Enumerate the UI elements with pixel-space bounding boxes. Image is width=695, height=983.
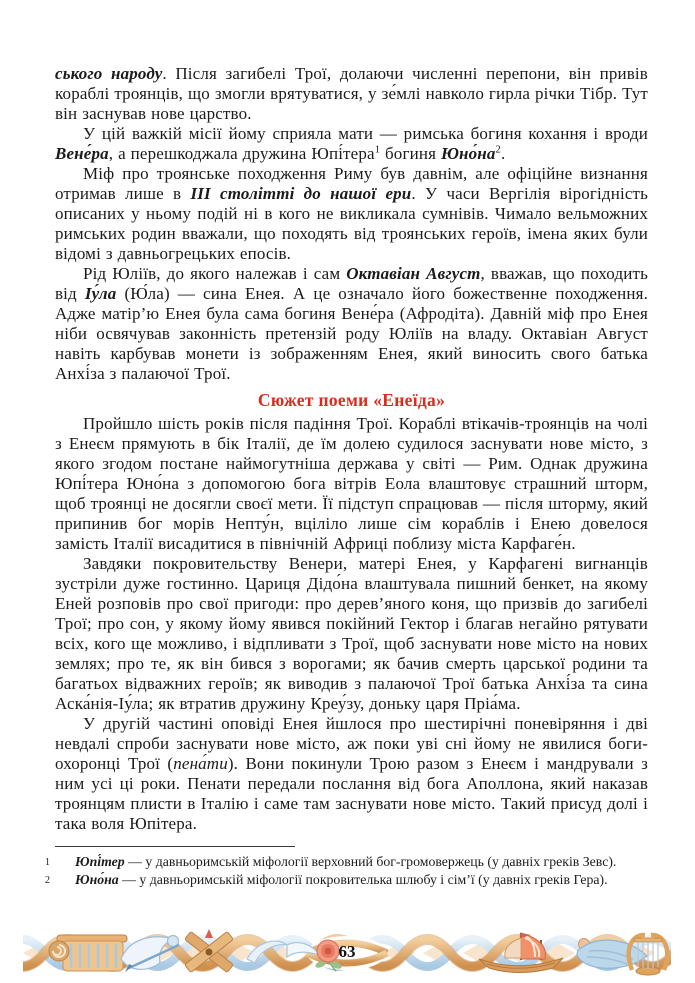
- text-run: . У часи Вергілія вірогідність описаних у ньому подій ні в кого не викликала сумнівів. Чимало вельможних римських родин вважали, що походять від троянських героїв, імена яких були відомі з давньогрецьких епосів.: [55, 184, 648, 263]
- text-run: богиня: [380, 144, 441, 163]
- text-run: У цій важкій місії йому сприяла мати — римська богиня кохання і вроди: [83, 124, 648, 143]
- footnote-text: [75, 854, 648, 872]
- text-run: (Ю́ла) — сина Енея. А це означало його божественне походження. Адже матір’ю Енея була сама богиня Вене́ра (Афродіта). Давній міф про Енея ніби освячував законність претензій роду Юліїв на владу. Октавіан Август навіть карбував монети із зображенням Енея, який виносить свого батька Анхі́за з палаючої Трої.: [55, 284, 648, 383]
- text-run: Октавіан Август: [346, 264, 481, 283]
- text-run: III столітті до нашої ери: [190, 184, 412, 203]
- paragraph: [55, 414, 648, 554]
- text-run: ського народу: [55, 64, 163, 83]
- footnotes-block: [37, 846, 648, 890]
- text-run: Іу́ла: [84, 284, 117, 303]
- text-run: Юно́на: [440, 144, 496, 163]
- text-run: , а перешкоджала дружина Юпі́тера: [108, 144, 375, 163]
- footnote-divider: [55, 846, 295, 847]
- paragraph: [55, 714, 648, 834]
- text-run: — у давньоримській міфології верховний бог-громовержець (у давніх греків Зевс).: [124, 854, 617, 869]
- text-run: Завдяки покровительству Венери, матері Енея, у Карфагені вигнанців зустріли дуже гостинно. Цариця Дідо́на влаштувала пишний бенкет, на якому Еней розповів про свої пригоди: про дерев’яного коня, що призвів до загибелі Трої; про сон, у якому йому явився покійний Гектор і благав негайно рятувати всіх, кого ще можливо, і відпливати з Трої, щоб заснувати нове місто на нових землях; про те, як він бився з ворогами; як бачив смерть царської родини та багатьох відважних героїв; як виводив з палаючої Трої батька Анхі́за та сина Аска́нія-Іу́ла; як втратив дружину Креу́зу, доньку царя Пріа́ма.: [55, 554, 648, 713]
- paragraph: [55, 264, 648, 384]
- text-run: 1: [374, 144, 381, 156]
- paragraph: [55, 124, 648, 164]
- footnote: [37, 854, 648, 872]
- text-run: Пройшло шість років після падіння Трої. Кораблі втікачів-троянців на чолі з Енеєм прямують в бік Італії, де їм долею судилося заснувати нове місто, з якого згодом постане наймогутніша держава у світі — Рим. Однак дружина Юпі́тера Юно́на з допомогою бога вітрів Еола влаштовує страшний шторм, щоб троянці не досягли своєї мети. Її підступ спрацював — після шторму, який припинив бог морів Непту́н, вціліло лише сім кораблів і Енею довелося замість Італії висадитися в північній Африці поблизу міста Карфаге́н.: [55, 414, 648, 553]
- section-heading: Сюжет поеми «Енеїда»: [257, 390, 446, 410]
- text-run: Міф про троянське походження Риму був давнім, але офіційне визнання отримав лише в: [55, 164, 648, 203]
- text-run: Вене́ра: [55, 144, 109, 163]
- paragraph: [55, 554, 648, 714]
- footer-ornament: [23, 929, 671, 976]
- text-run: Юно́на: [75, 871, 119, 887]
- footnote-text: [75, 872, 648, 890]
- text-run: 2: [495, 144, 501, 156]
- paragraph: [55, 64, 648, 124]
- footnote-marker: 1: [45, 857, 50, 868]
- text-run: Юпі́тер: [75, 854, 125, 869]
- text-run: ). Вони покинули Трою разом з Енеєм і мандрували з ним усі ці роки. Пенати передали послання від бога Аполлона, який наказав троянцям плисти в Італію і саме там заснувати нове місто. Такий присуд долі і така воля Юпітера.: [55, 754, 648, 833]
- text-run: , вважав, що походить від: [55, 264, 648, 303]
- paragraph: [55, 164, 648, 264]
- text-flow: [45, 64, 648, 890]
- text-run: — у давньоримській міфології покровителька шлюбу і сім’ї (у давніх греків Гера).: [118, 871, 608, 887]
- footnote: [37, 872, 648, 890]
- text-run: Рід Юліїв, до якого належав і сам: [83, 264, 347, 283]
- text-run: .: [500, 144, 506, 163]
- text-run: пена́ти: [173, 754, 228, 773]
- page-number: 63: [338, 942, 356, 961]
- text-run: . Після загибелі Трої, долаючи численні перепони, він привів кораблі троянців, що змогли врятуватися, у зе́млі навколо гирла річки Тібр. Тут він заснував нове царство.: [55, 64, 648, 123]
- footnote-marker: 2: [45, 874, 50, 886]
- text-run: У другій частині оповіді Енея йшлося про шестирічні поневіряння і дві невдалі спроби заснувати нове місто, аж поки уві сні йому не явилися боги-охоронці Трої (: [55, 714, 648, 773]
